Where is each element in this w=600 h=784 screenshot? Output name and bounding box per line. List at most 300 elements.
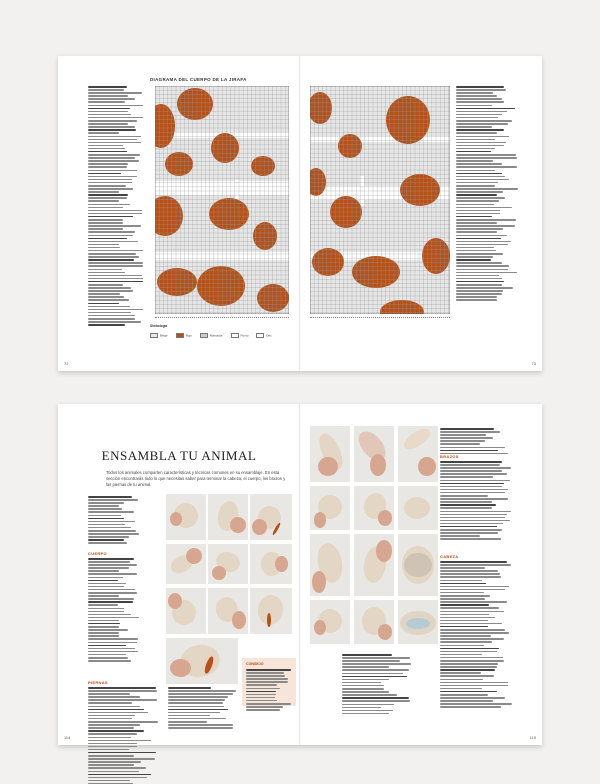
text-line <box>88 614 131 616</box>
text-line <box>440 483 504 485</box>
text-line <box>440 473 507 475</box>
text-line <box>168 727 233 729</box>
chart-title: DIAGRAMA DEL CUERPO DE LA JIRAFA <box>150 77 247 82</box>
text-line <box>88 86 127 88</box>
text-line <box>456 275 499 277</box>
text-line <box>246 688 280 690</box>
chart-light-band <box>155 252 289 260</box>
right-page-chart <box>300 56 542 371</box>
hand <box>376 540 392 562</box>
text-line <box>456 284 502 286</box>
text-line <box>88 530 136 532</box>
text-line <box>88 771 139 773</box>
legend-label: Punto <box>240 333 249 338</box>
text-line <box>440 641 492 643</box>
text-line <box>456 272 517 274</box>
legend-item <box>176 333 192 338</box>
legend-label: Dec <box>266 333 272 338</box>
text-line <box>88 216 133 218</box>
text-line <box>456 182 498 184</box>
text-line <box>342 713 389 715</box>
step-photo <box>166 544 206 584</box>
text-line <box>88 502 124 504</box>
text-line <box>342 697 409 699</box>
text-line <box>342 663 411 665</box>
text-line <box>456 259 491 261</box>
step-photo <box>310 600 350 644</box>
text-line <box>88 727 134 729</box>
chart-light-band <box>155 181 289 195</box>
text-line <box>456 148 495 150</box>
text-line <box>342 673 403 675</box>
text-line <box>342 707 381 709</box>
text-line <box>456 281 504 283</box>
gutter-shadow <box>299 404 301 745</box>
text-line <box>88 642 137 644</box>
text-line <box>440 498 508 500</box>
text-line <box>88 213 142 215</box>
text-line <box>88 324 125 326</box>
text-line <box>456 114 502 116</box>
text-line <box>440 611 504 613</box>
text-line <box>246 709 280 711</box>
text-line <box>246 694 276 696</box>
text-line <box>456 191 503 193</box>
text-line <box>88 244 119 246</box>
section-heading-cuerpo: CUERPO <box>88 551 107 556</box>
text-line <box>88 496 132 498</box>
gutter-shadow <box>299 56 301 371</box>
text-line <box>88 160 139 162</box>
text-line <box>456 216 492 218</box>
text-line <box>456 188 518 190</box>
text-line <box>88 117 143 119</box>
text-line <box>88 204 130 206</box>
text-line <box>88 758 155 760</box>
text-line <box>88 648 135 650</box>
legend-item <box>200 333 223 338</box>
text-line <box>440 450 498 452</box>
text-line <box>440 691 497 693</box>
text-line <box>440 607 499 609</box>
hand <box>378 624 392 639</box>
text-line <box>342 710 393 712</box>
text-line <box>456 151 491 153</box>
chart-spot <box>177 88 213 120</box>
text-line <box>168 702 223 704</box>
text-line <box>456 101 504 103</box>
text-line <box>246 669 291 671</box>
text-line <box>456 238 501 240</box>
text-line <box>342 682 381 684</box>
text-line <box>88 309 143 311</box>
text-line <box>88 228 123 230</box>
text-line <box>342 700 410 702</box>
text-line <box>168 687 211 689</box>
text-line <box>88 733 137 735</box>
text-line <box>88 499 138 501</box>
step-photo <box>354 486 394 530</box>
text-line <box>88 580 118 582</box>
text-line <box>440 443 480 445</box>
text-line <box>456 132 497 134</box>
text-line <box>88 577 123 579</box>
text-line <box>88 749 129 751</box>
text-line <box>88 238 127 240</box>
text-line <box>440 629 505 631</box>
knitting-chart-left <box>155 86 289 314</box>
text-line <box>88 724 140 726</box>
text-line <box>88 737 131 739</box>
text-line <box>88 278 143 280</box>
text-line <box>342 669 409 671</box>
text-line <box>88 586 124 588</box>
text-line <box>88 536 129 538</box>
text-line <box>456 247 494 249</box>
text-line <box>440 589 505 591</box>
text-line <box>456 117 498 119</box>
text-line <box>246 700 277 702</box>
text-line <box>342 660 400 662</box>
text-line <box>440 467 511 469</box>
step-photo <box>250 544 292 584</box>
text-line <box>456 120 512 122</box>
instructions-text-column <box>456 86 518 301</box>
text-line <box>456 278 502 280</box>
text-line <box>88 154 140 156</box>
text-line <box>456 95 497 97</box>
text-line <box>456 207 512 209</box>
text-line <box>88 296 124 298</box>
text-line <box>246 681 288 683</box>
legend-label: Marcador <box>209 333 223 338</box>
text-line <box>456 136 509 138</box>
text-line <box>88 166 127 168</box>
text-line <box>456 265 509 267</box>
text-line <box>440 489 508 491</box>
text-line <box>88 524 125 526</box>
text-line <box>88 567 129 569</box>
text-line <box>456 244 508 246</box>
left-page-assembly <box>58 404 300 745</box>
chart-spot <box>165 152 193 176</box>
text-line <box>440 583 486 585</box>
text-line <box>440 694 488 696</box>
text-line <box>88 638 138 640</box>
text-line <box>440 453 508 455</box>
text-line <box>88 687 156 689</box>
hand <box>378 510 392 525</box>
text-line <box>342 685 384 687</box>
tip-box-text <box>246 669 292 711</box>
text-line <box>456 235 507 237</box>
text-line <box>440 617 495 619</box>
text-line <box>88 176 137 178</box>
text-line <box>88 527 131 529</box>
legend-item <box>256 333 271 338</box>
chart-spread <box>58 56 542 371</box>
text-line <box>168 721 207 723</box>
text-line <box>456 197 505 199</box>
text-line <box>440 447 505 449</box>
text-line <box>88 321 141 323</box>
text-line <box>88 256 139 258</box>
text-line <box>88 542 127 544</box>
text-line <box>88 755 134 757</box>
text-line <box>88 188 133 190</box>
text-line <box>440 492 505 494</box>
text-line <box>88 777 147 779</box>
text-line <box>246 706 283 708</box>
text-line <box>440 682 508 684</box>
text-line <box>440 538 501 540</box>
text-line <box>440 461 502 463</box>
step-photo <box>310 486 350 530</box>
text-line <box>440 511 511 513</box>
text-line <box>246 691 276 693</box>
text-line <box>440 464 500 466</box>
text-line <box>456 194 497 196</box>
text-line <box>456 176 505 178</box>
text-line <box>88 139 137 141</box>
text-line <box>88 629 128 631</box>
chart-column-numbers-right <box>310 317 450 319</box>
text-line <box>88 269 122 271</box>
text-line <box>342 704 394 706</box>
text-line <box>342 688 384 690</box>
chart-spot <box>197 266 245 306</box>
text-line <box>88 132 119 134</box>
text-line <box>440 480 510 482</box>
text-line <box>88 654 126 656</box>
text-line <box>440 685 508 687</box>
stuffing-ring <box>406 618 430 629</box>
legend-item <box>150 333 168 338</box>
text-line <box>440 526 497 528</box>
text-line <box>88 608 124 610</box>
text-line <box>456 98 502 100</box>
text-line <box>456 250 496 252</box>
text-line <box>88 145 123 147</box>
text-line <box>88 604 118 606</box>
text-line <box>88 573 137 575</box>
text-line <box>440 495 488 497</box>
text-line <box>88 318 135 320</box>
yarn-piece <box>404 497 430 519</box>
cuerpo-text-column <box>88 496 140 544</box>
text-line <box>88 693 130 695</box>
text-line <box>88 508 122 510</box>
text-line <box>440 507 492 509</box>
text-line <box>88 583 126 585</box>
text-line <box>88 743 137 745</box>
text-line <box>456 123 508 125</box>
text-line <box>88 595 119 597</box>
text-line <box>456 142 506 144</box>
text-line <box>88 259 134 261</box>
text-line <box>456 287 513 289</box>
text-line <box>456 179 509 181</box>
legend-title: Simbología <box>150 324 168 328</box>
brazos-text-column-2 <box>440 461 512 540</box>
page-number: 73 <box>531 361 536 366</box>
stitch-detail <box>404 553 432 578</box>
text-line <box>168 715 210 717</box>
step-photo <box>310 534 350 596</box>
text-line <box>456 145 504 147</box>
hand <box>168 593 182 609</box>
text-line <box>88 287 131 289</box>
hand <box>314 512 326 527</box>
text-line <box>440 638 504 640</box>
page-number: 115 <box>529 735 536 740</box>
text-line <box>456 163 502 165</box>
text-line <box>88 632 119 634</box>
chart-spot <box>257 284 289 312</box>
text-line <box>88 564 137 566</box>
text-line <box>88 120 137 122</box>
brazos-text-column <box>440 428 512 454</box>
text-line <box>440 514 507 516</box>
text-line <box>88 290 133 292</box>
text-line <box>440 440 485 442</box>
text-line <box>88 715 135 717</box>
text-line <box>440 700 493 702</box>
text-line <box>88 657 128 659</box>
text-line <box>88 173 121 175</box>
step-photo <box>354 600 394 644</box>
text-line <box>88 275 142 277</box>
text-line <box>440 620 488 622</box>
text-line <box>456 253 503 255</box>
chart-grid-right <box>310 86 450 314</box>
text-line <box>88 281 143 283</box>
text-line <box>440 626 488 628</box>
chart-spot <box>400 174 440 206</box>
text-line <box>88 182 132 184</box>
legend-label: Beige <box>160 333 168 338</box>
legend-item <box>231 333 249 338</box>
text-line <box>168 690 236 692</box>
text-line <box>88 696 140 698</box>
text-line <box>440 486 502 488</box>
text-line <box>88 98 135 100</box>
text-line <box>88 539 124 541</box>
text-line <box>88 148 125 150</box>
text-line <box>88 111 128 113</box>
legend-swatch <box>150 333 158 338</box>
text-line <box>440 657 503 659</box>
legend-swatch <box>176 333 184 338</box>
text-line <box>88 151 127 153</box>
hand <box>170 659 192 677</box>
text-line <box>342 694 397 696</box>
text-line <box>456 241 511 243</box>
text-line <box>456 296 497 298</box>
text-line <box>88 306 130 308</box>
step-photo <box>310 426 350 482</box>
text-line <box>88 253 136 255</box>
text-line <box>456 129 504 131</box>
text-line <box>456 170 495 172</box>
step-photo <box>166 638 238 684</box>
text-line <box>88 312 131 314</box>
chart-column-numbers-left <box>155 317 289 319</box>
text-line <box>88 163 128 165</box>
steps-text-column <box>168 687 238 729</box>
text-line <box>88 89 124 91</box>
text-line <box>456 269 508 271</box>
text-line <box>246 675 285 677</box>
step-photo <box>398 534 438 596</box>
chart-spot <box>312 248 344 276</box>
text-line <box>88 761 141 763</box>
text-line <box>88 561 130 563</box>
text-line <box>88 197 127 199</box>
cabeza-text-column <box>440 561 512 708</box>
text-line <box>440 434 486 436</box>
text-line <box>440 431 500 433</box>
text-line <box>456 290 503 292</box>
assembly-spread <box>58 404 542 745</box>
instructions-text-column <box>88 86 144 326</box>
text-line <box>456 166 517 168</box>
text-line <box>440 586 509 588</box>
step-photo <box>354 534 394 596</box>
text-line <box>456 160 493 162</box>
text-line <box>440 470 502 472</box>
text-line <box>440 598 485 600</box>
text-line <box>168 696 228 698</box>
text-line <box>88 645 126 647</box>
text-line <box>88 136 141 138</box>
text-line <box>88 142 141 144</box>
text-line <box>88 660 131 662</box>
text-line <box>88 617 139 619</box>
step-photo <box>166 588 206 634</box>
step-photo <box>398 600 438 644</box>
text-line <box>88 105 143 107</box>
text-line <box>88 114 131 116</box>
text-line <box>168 709 228 711</box>
text-line <box>88 764 134 766</box>
text-line <box>456 228 503 230</box>
text-line <box>88 207 123 209</box>
text-line <box>88 601 133 603</box>
hand <box>186 548 202 564</box>
piernas-text-column <box>88 687 160 784</box>
section-heading-cabeza: CABEZA <box>440 554 459 559</box>
text-line <box>88 194 128 196</box>
chart-spot <box>253 222 277 250</box>
knitting-chart-right <box>310 86 450 314</box>
text-line <box>88 92 142 94</box>
legend-swatch <box>256 333 264 338</box>
text-line <box>456 173 502 175</box>
text-line <box>88 235 133 237</box>
text-line <box>88 262 143 264</box>
text-line <box>88 210 142 212</box>
text-line <box>88 718 132 720</box>
text-line <box>88 712 148 714</box>
text-line <box>456 225 515 227</box>
text-line <box>456 231 497 233</box>
text-line <box>168 724 233 726</box>
text-line <box>456 105 492 107</box>
text-line <box>88 191 119 193</box>
text-line <box>88 623 120 625</box>
text-line <box>88 129 136 131</box>
